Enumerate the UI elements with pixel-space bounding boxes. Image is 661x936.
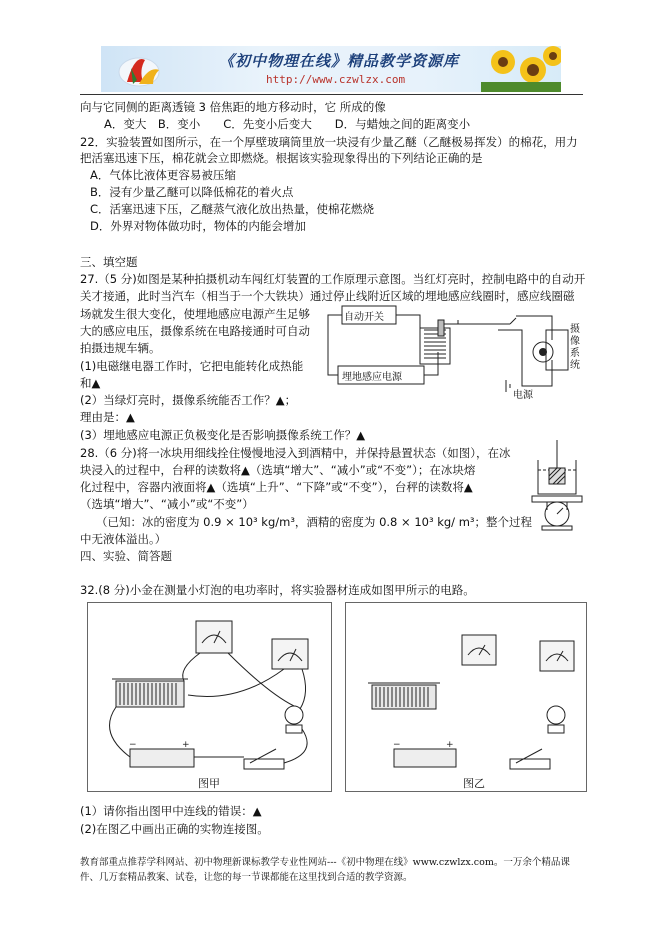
q28-line-3: 化过程中，容器内液面将▲（选填“上升”、“下降”或“不变”），台秤的读数将▲ — [80, 480, 473, 494]
q22-option-a: A．气体比液体更容易被压缩 — [90, 168, 236, 182]
svg-text:−: − — [393, 740, 401, 750]
figure-a-circuit — [88, 603, 331, 791]
q27-line-10: (3）埋地感应电源正负极变化是否影响摄像系统工作？▲ — [80, 428, 366, 442]
q27-line-9: 理由是：▲ — [80, 410, 135, 424]
q28-line-5: （已知：冰的密度为 0.9 × 10³ kg/m³，酒精的密度为 0.8 × 10³ kg/ m³；整个过程 — [96, 515, 533, 529]
q22-stem-2: 把活塞迅速下压，棉花就会立即燃烧。根据该实验现象得出的下列结论正确的是 — [80, 151, 483, 165]
q22-stem-1: 22．实验装置如图所示，在一个厚壁玻璃筒里放一块浸有少量乙醚（乙醚极易挥发）的棉花，用力 — [80, 135, 578, 149]
q28-line-6: 中无液体溢出。） — [80, 532, 167, 546]
q22-option-c: C．活塞迅速下压，乙醚蒸气液化放出热量，使棉花燃烧 — [90, 202, 375, 216]
section4-title: 四、实验、简答题 — [80, 549, 172, 563]
battery-b — [394, 749, 456, 767]
q27-line-5: 拍摄违规车辆。 — [80, 341, 161, 355]
figure-a-caption: 图甲 — [198, 777, 220, 790]
sensor-power-label: 埋地感应电源 — [342, 372, 402, 383]
voltmeter-b — [540, 641, 574, 671]
header-banner — [101, 46, 561, 92]
q27-line-1: 27.（5 分)如图是某种拍摄机动车闯红灯装置的工作原理示意图。当红灯亮时，控制电路中的自动开 — [80, 272, 586, 286]
rheostat — [116, 681, 184, 707]
svg-text:−: − — [129, 740, 137, 750]
footer-line-2: 件、几万套精品教案、试卷，让您的每一节课都能在这里找到合适的教学资源。 — [80, 872, 413, 883]
figure-a-panel — [87, 602, 332, 792]
banner-url[interactable]: http://www.czwlzx.com — [266, 73, 406, 86]
figure-b-components — [346, 603, 586, 791]
q27-line-2: 关才接通，此时当汽车（相当于一个大铁块）通过停止线附近区域的埋地感应线圈时，感应线圈磁 — [80, 289, 575, 303]
header-divider — [80, 94, 583, 95]
q27-line-7: 和▲ — [80, 376, 101, 390]
q27-line-6: (1)电磁继电器工作时，它把电能转化成热能 — [80, 359, 304, 373]
figure-b-caption: 图乙 — [463, 777, 485, 790]
switch-b — [516, 749, 542, 763]
q27-line-4: 大的感应电压，摄像系统在电路接通时可自动 — [80, 324, 310, 338]
q32-sub-2: (2)在图乙中画出正确的实物连接图。 — [80, 822, 269, 836]
q28-line-2: 块浸入的过程中，台秤的读数将▲（选填“增大”、“减小”或“不变”）；在冰块熔 — [80, 463, 476, 477]
q21-options: A．变大 B．变小 C．先变小后变大 D．与蜡烛之间的距离变小 — [104, 117, 471, 131]
q21-tail: 向与它同侧的距离透镜 3 倍焦距的地方移动时，它 所成的像 — [80, 100, 386, 114]
voltmeter — [272, 639, 308, 669]
footer-line-1: 教育部重点推荐学科网站、初中物理新课标教学专业性网站---《初中物理在线》www.czwlzx.com。一万余个精品课 — [80, 857, 570, 868]
svg-text:+: + — [446, 740, 454, 750]
ice-scale-figure — [528, 440, 586, 532]
ammeter — [196, 621, 232, 653]
q28-line-1: 28.（6 分)将一冰块用细线拴住慢慢地浸入到酒精中，并保持悬置状态（如图），在冰 — [80, 446, 511, 460]
q22-option-b: B．浸有少量乙醚可以降低棉花的着火点 — [90, 185, 294, 199]
ammeter-b — [462, 635, 496, 665]
sunflower-icon — [481, 46, 561, 92]
q27-circuit-figure — [320, 300, 582, 400]
camera-system-label: 摄像系统 — [570, 324, 580, 371]
logo-icon — [109, 46, 189, 92]
battery — [130, 749, 194, 767]
switch — [250, 749, 276, 763]
q32-stem: 32.(8 分)小金在测量小灯泡的电功率时，将实验器材连成如图甲所示的电路。 — [80, 583, 475, 597]
q27-line-8: (2）当绿灯亮时，摄像系统能否工作？▲； — [80, 393, 297, 407]
section3-title: 三、填空题 — [80, 255, 138, 269]
banner-title: 《初中物理在线》精品教学资源库 — [219, 52, 460, 70]
q27-line-3: 场就发生很大变化，使埋地感应电源产生足够 — [80, 307, 310, 321]
q22-option-d: D．外界对物体做功时，物体的内能会增加 — [90, 219, 306, 233]
svg-text:+: + — [182, 740, 190, 750]
ice-block — [549, 468, 565, 484]
q32-sub-1: (1）请你指出图甲中连线的错误：▲ — [80, 804, 262, 818]
auto-switch-label: 自动开关 — [344, 312, 384, 323]
figure-b-panel — [345, 602, 587, 792]
bulb-b — [547, 706, 565, 724]
q28-line-4: （选填“增大”、“减小”或“不变”） — [80, 497, 254, 511]
power-label: 电源 — [513, 390, 533, 401]
